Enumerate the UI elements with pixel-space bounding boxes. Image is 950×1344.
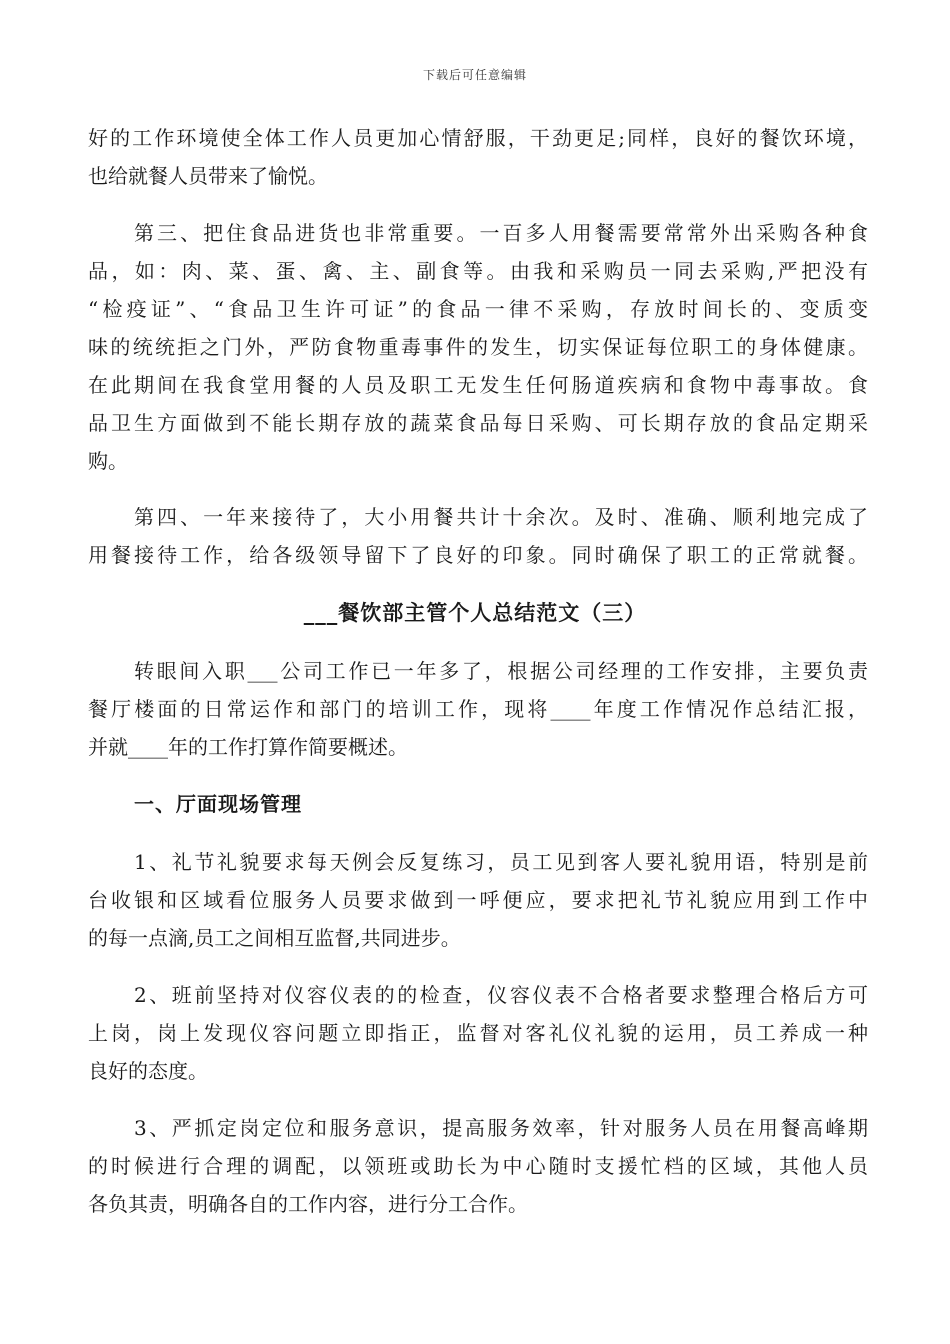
paragraph-line: 2、班前坚持对仪容仪表的的检查，仪容仪表不合格者要求整理合格后方可 [134, 983, 868, 1007]
paragraph-line: 在此期间在我食堂用餐的人员及职工无发生任何肠道疾病和食物中毒事故。食 [88, 373, 868, 397]
paragraph-line: 购。 [88, 449, 128, 473]
paragraph-line: 第三、把住食品进货也非常重要。一百多人用餐需要常常外出采购各种食 [134, 221, 868, 245]
paragraph-line: 品，如：肉、菜、蛋、禽、主、副食等。由我和采购员一同去采购,严把没有 [88, 259, 868, 283]
paragraph-line: 用餐接待工作，给各级领导留下了良好的印象。同时确保了职工的正常就餐。 [88, 543, 868, 567]
paragraph-line: 3、严抓定岗定位和服务意识，提高服务效率，针对服务人员在用餐高峰期 [134, 1116, 868, 1140]
paragraph-line: 第四、一年来接待了，大小用餐共计十余次。及时、准确、顺利地完成了 [134, 505, 868, 529]
paragraph-line: 台收银和区域看位服务人员要求做到一呼便应，要求把礼节礼貌应用到工作中 [88, 888, 868, 912]
subsection-heading: 一、厅面现场管理 [134, 792, 302, 816]
paragraph-line: 1、礼节礼貌要求每天例会反复练习，员工见到客人要礼貌用语，特别是前 [134, 850, 868, 874]
paragraph-line: 的每一点滴,员工之间相互监督,共同进步。 [88, 926, 461, 950]
paragraph-line: 的时候进行合理的调配，以领班或助长为中心随时支援忙档的区域，其他人员 [88, 1154, 868, 1178]
paragraph-line: 好的工作环境使全体工作人员更加心情舒服，干劲更足;同样，良好的餐饮环境， [88, 126, 868, 150]
paragraph-line: 品卫生方面做到不能长期存放的蔬菜食品每日采购、可长期存放的食品定期采 [88, 411, 868, 435]
paragraph-line: 并就____年的工作打算作简要概述。 [88, 735, 408, 759]
paragraph-line: 餐厅楼面的日常运作和部门的培训工作，现将____年度工作情况作总结汇报， [88, 697, 868, 721]
paragraph-line: 转眼间入职___公司工作已一年多了，根据公司经理的工作安排，主要负责 [134, 659, 868, 683]
page-header: 下载后可任意编辑 [422, 68, 527, 82]
paragraph-line: 上岗，岗上发现仪容问题立即指正，监督对客礼仪礼貌的运用，员工养成一种 [88, 1021, 868, 1045]
section-title: ___餐饮部主管个人总结范文（三） [303, 600, 647, 625]
paragraph-line: 味的统统拒之门外，严防食物重毒事件的发生，切实保证每位职工的身体健康。 [88, 335, 868, 359]
paragraph-line: “检疫证”、“食品卫生许可证”的食品一律不采购，存放时间长的、变质变 [88, 297, 868, 321]
paragraph-line: 也给就餐人员带来了愉悦。 [88, 164, 328, 188]
paragraph-line: 良好的态度。 [88, 1059, 208, 1083]
paragraph-line: 各负其责，明确各自的工作内容，进行分工合作。 [88, 1192, 528, 1216]
